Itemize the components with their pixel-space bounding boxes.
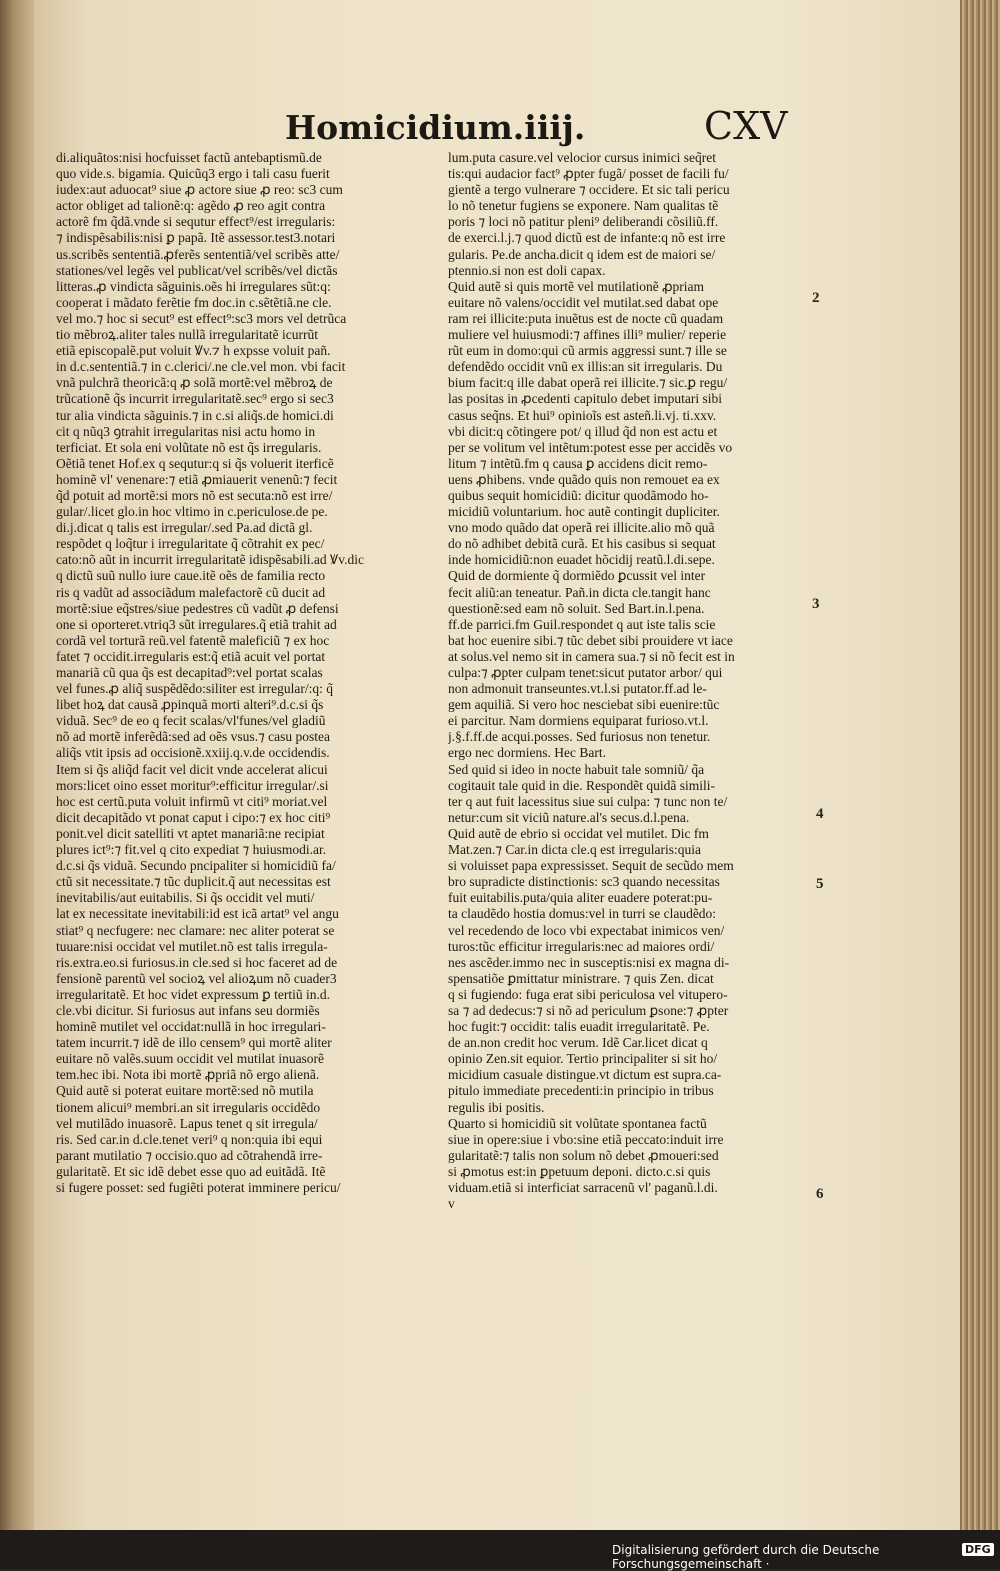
text-line: siue in opere:siue i vbo:sine etiã peccato:induit irre xyxy=(448,1131,724,1147)
text-line: tio mẽbroꝝ.aliter tales nullã irregularitatẽ icurrũt xyxy=(56,327,318,343)
text-line: mors:licet oino esset moritur⁹:efficitur irregular/.si xyxy=(56,777,329,793)
text-line: gular/.licet glo.in hoc vltimo in c.periculose.de pe. xyxy=(56,504,328,520)
text-line: actorẽ fm q̃dã.vnde si sequtur effect⁹/est irregularis: xyxy=(56,214,336,230)
text-line: regulis ibi positis. xyxy=(448,1099,545,1115)
marginal-number: 6 xyxy=(816,1186,824,1202)
text-line: micidium casuale distingue.vt dictum est supra.ca- xyxy=(448,1067,722,1083)
text-line: q̃d potuit ad mortẽ:si mors nõ est secuta:nõ est irre/ xyxy=(56,487,333,503)
text-line: lo nõ tenetur fugiens se exponere. Nam qualitas tẽ xyxy=(448,198,719,214)
text-line: vnã pulchrã theoricã:q ꝓ solã mortẽ:vel mẽbroꝝ de xyxy=(56,375,333,391)
text-line: j.§.f.ff.de acqui.posses. Sed furiosus non tenetur. xyxy=(448,729,711,745)
text-line: Sed quid si ideo in nocte habuit tale somniũ/ q̃a xyxy=(448,761,705,777)
text-line: manariã cũ qua q̃s est decapitad⁹:vel portat scalas xyxy=(56,665,323,680)
text-line: dicit decapitãdo vt ponat caput i cipo:⁊ ex hoc citi⁹ xyxy=(56,809,331,825)
text-line: de an.non credit hoc verum. Idẽ Car.licet dicat q xyxy=(448,1035,708,1051)
text-line: Quid autẽ de ebrio si occidat vel mutilet. Dic fm xyxy=(448,825,709,841)
text-line: terficiat. Et sola eni volũtate nõ est q̃s irregularis. xyxy=(56,439,322,455)
text-line: muliere vel huiusmodi:⁊ affines illi⁹ mulier/ reperie xyxy=(448,327,727,343)
text-line: ⁊ indispẽsabilis:nisi ꝑ papã. Itẽ assessor.test3.notari xyxy=(56,230,336,246)
text-line: irregularitatẽ. Et hoc videt expressum ꝑ tertiũ in.d. xyxy=(56,986,330,1002)
text-line: cogitauit tale quid in die. Respondẽt quidã simili- xyxy=(448,777,715,793)
text-line: hoc fugit:⁊ occidit: talis euadit irregularitatẽ. Pe. xyxy=(448,1019,710,1035)
text-line: actor obliget ad talionẽ:q: agẽdo ꝓ reo agit contra xyxy=(56,198,326,214)
text-line: stiat⁹ q necfugere: nec clamare: nec aliter poterat se xyxy=(56,922,335,938)
text-line: fatet ⁊ occidit.irregularis est:q̃ etiã acuit vel portat xyxy=(56,648,326,664)
text-line: di.j.dicat q talis est irregular/.sed Pa.ad dictã gl. xyxy=(56,520,313,536)
text-line: vel mutilãdo inuasorẽ. Lapus tenet q sit irregula/ xyxy=(56,1115,318,1131)
text-line: cit q nũq3 ꝯtrahit irregularitas nisi actu homo in xyxy=(56,423,316,439)
marginal-number: 4 xyxy=(816,806,824,822)
text-line: gem aquiliã. Si vero hoc nesciebat sibi euenire:tũc xyxy=(448,697,720,713)
text-line: q dictũ suũ nullo iure caue.itẽ oẽs de familia recto xyxy=(56,568,326,584)
text-line: Quid autẽ si poterat euitare mortẽ:sed nõ mutila xyxy=(56,1083,314,1099)
text-line: cooperat i mãdato ferẽtie fm doc.in c.sẽtẽtiã.ne cle. xyxy=(56,294,332,310)
text-line: gientẽ a tergo vulnerare ⁊ occidere. Et sic tali pericu xyxy=(448,182,730,198)
text-line: aliq̃s vtit ipsis ad occisionẽ.xxiij.q.v.de occidendis. xyxy=(56,745,330,761)
text-line: si fugere posset: sed fugiẽti poterat imminere pericu/ xyxy=(56,1180,341,1195)
text-line: tur alia vindicta sãguinis.⁊ in c.si aliq̃s.de homici.di xyxy=(56,407,334,423)
funding-note: Digitalisierung gefördert durch die Deutsche Forschungsgemeinschaft · xyxy=(612,1543,880,1571)
text-line: sa ⁊ ad dedecus:⁊ si nõ ad periculum ꝑsone:⁊ ꝓpter xyxy=(448,1002,729,1018)
text-line: nõ ad mortẽ inferẽdã:sed ad oẽs vsus.⁊ casu postea xyxy=(56,729,331,745)
text-line: si ꝓmotus est:in ꝑpetuum deponi. dicto.c.si quis xyxy=(448,1163,711,1179)
text-line: las positas in ꝓcedenti capitulo debet imputari sibi xyxy=(448,391,723,407)
text-line: uens ꝓhibens. vnde quãdo quis non remouet ea ex xyxy=(448,471,720,487)
text-line: netur:cum sit viciũ nature.al's secus.d.l.pena. xyxy=(448,809,690,825)
text-line: Mat.zen.⁊ Car.in dicta cle.q est irregularis:quia xyxy=(448,842,701,858)
text-line: ponit.vel dicit satelliti vt aptet manariã:ne recipiat xyxy=(56,825,325,841)
text-line: Oẽtiã tenet Hof.ex q sequtur:q si q̃s voluerit iterficẽ xyxy=(56,455,334,471)
text-line: quo vide.s. bigamia. Quicũq3 ergo i tali casu fuerit xyxy=(56,166,330,182)
text-line: fecit aliũ:an teneatur. Pañ.in dicta cle.tangit hanc xyxy=(448,584,711,600)
text-line: defendẽdo occidit vnũ ex illis:an sit irregularis. Du xyxy=(448,359,723,375)
text-line: rũt eum in domo:qui cũ armis aggressi sunt.⁊ ille se xyxy=(448,343,727,359)
text-line: ta claudẽdo hostia domus:vel in turri se claudẽdo: xyxy=(448,906,717,922)
text-line: questionẽ:sed eam nõ soluit. Sed Bart.in.l.pena. xyxy=(448,600,705,616)
marginal-number: 5 xyxy=(816,876,824,892)
text-line: trũcationẽ q̃s incurrit irregularitatẽ.sec⁹ ergo si sec3 xyxy=(56,391,334,407)
text-line: ergo nec dormiens. Hec Bart. xyxy=(448,745,606,761)
text-line: Quarto si homicidiũ sit volũtate spontanea factũ xyxy=(448,1115,707,1131)
text-line: plures ict⁹:⁊ fit.vel q cito expediat ⁊ huiusmodi.ar. xyxy=(56,842,327,858)
text-line: q si fugiendo: fuga erat sibi periculosa vel vitupero- xyxy=(448,986,728,1002)
text-line: hominẽ mutilet vel occidat:nullã in hoc irregulari- xyxy=(56,1019,326,1035)
text-line: tuuare:nisi occidat vel mutilet.nõ est talis irregula- xyxy=(56,938,328,954)
text-line: turos:tũc efficitur irregularis:nec ad maiores ordi/ xyxy=(448,938,715,954)
text-line: cle.vbi dicitur. Si furiosus aut infans seu dormiẽs xyxy=(56,1002,320,1018)
text-line: v xyxy=(448,1196,455,1212)
text-line: one si oporteret.vtriq3 sũt irregulares.q̃ etiã trahit ad xyxy=(56,616,337,632)
text-line: do nõ adhibet debitã curã. Et his casibus si sequat xyxy=(448,536,716,552)
text-line: nes ascẽder.immo nec in susceptis:nisi ex magna di- xyxy=(448,954,730,970)
dfg-logo: DFG xyxy=(962,1543,994,1556)
text-line: gularitatẽ:⁊ talis non solum nõ debet ꝓmoueri:sed xyxy=(448,1147,719,1163)
text-line: ris q vadũt ad associãdum malefactorẽ cũ ducit ad xyxy=(56,584,326,600)
text-line: euitare nõ valẽs.suum occidit vel mutilat inuasorẽ xyxy=(56,1051,325,1067)
text-line: bium facit:q ille dabat operã rei illicite.⁊ sic.ꝑ regu/ xyxy=(448,375,728,391)
text-line: parant mutilatio ⁊ occisio.quo ad cõtrahendã irre- xyxy=(56,1147,323,1163)
text-line: poris ⁊ loci nõ patitur pleni⁹ deliberandi cõsiliũ.ff. xyxy=(448,214,719,230)
text-line: inevitabilis/aut euitabilis. Si q̃s occidit vel muti/ xyxy=(56,890,315,906)
text-line: non admonuit transeuntes.vt.l.si putator.ff.ad le- xyxy=(448,681,707,697)
text-line: gularitatẽ. Et sic idẽ debet esse quo ad euitãdã. Itẽ xyxy=(56,1163,326,1179)
text-line: vel mo.⁊ hoc si secut⁹ est effect⁹:sc3 mors vel detrũca xyxy=(56,310,347,326)
text-line: vno modo quãdo dat operã rei illicite.alio mõ quã xyxy=(448,520,715,536)
right-text-column xyxy=(448,150,820,1290)
text-line: Quid autẽ si quis mortẽ vel mutilationẽ ꝓpriam xyxy=(448,278,705,294)
text-line: si voluisset papa expressisset. Sequit de secũdo mem xyxy=(448,858,734,874)
text-line: ptennio.si non est doli capax. xyxy=(448,262,606,278)
text-line: ris. Sed car.in d.cle.tenet veri⁹ q non:quia ibi equi xyxy=(56,1131,323,1147)
text-line: ff.de parrici.fm Guil.respondet q aut iste talis scie xyxy=(448,616,716,632)
left-text-column xyxy=(56,150,428,1290)
text-line: d.c.si q̃s viduã. Secundo pncipaliter si homicidiũ fa/ xyxy=(56,858,336,874)
text-line: quibus sequit homicidiũ: dicitur quodãmodo ho- xyxy=(448,487,709,503)
text-line: micidiũ voluntarium. hoc autẽ contingit dupliciter. xyxy=(448,504,720,520)
running-title: Homicidium.iiij. xyxy=(285,108,586,147)
text-line: respõdet q loq̃tur i irregularitate q̃ cõtrahit ex pec/ xyxy=(56,536,325,552)
text-line: de exerci.l.j.⁊ quod dictũ est de infante:q nõ est irre xyxy=(448,230,726,246)
text-line: ris.extra.eo.si furiosus.in cle.sed si hoc faceret ad de xyxy=(56,954,338,970)
text-line: pitulo immediate precedenti:in principio in tribus xyxy=(448,1083,714,1099)
text-line: lat ex necessitate inevitabili:id est icã artat⁹ vel angu xyxy=(56,906,339,922)
text-line: vbi dicit:q cõtingere pot/ q illud q̃d non est actu et xyxy=(448,423,718,439)
text-line: per se volitum vel intẽtum:potest esse per accidẽs vo xyxy=(448,439,733,455)
text-line: ei parcitur. Nam dormiens equiparat furioso.vt.l. xyxy=(448,713,709,729)
text-line: euitare nõ valens/occidit vel mutilat.sed dabat ope xyxy=(448,294,719,310)
text-line: opinio Zen.sit equior. Tertio principaliter si sit ho/ xyxy=(448,1051,718,1067)
text-line: iudex:aut aduocat⁹ siue ꝓ actore siue ꝓ reo: sc3 cum xyxy=(56,182,343,198)
text-line: ter q aut fuit lacessitus siue sui culpa: ⁊ tunc non te/ xyxy=(448,793,728,809)
text-line: hoc est certũ.puta voluit infirmũ vt citi⁹ moriat.vel xyxy=(56,793,328,809)
text-line: mortẽ:siue eq̃stres/siue pedestres cũ vadũt ꝓ defensi xyxy=(56,600,339,616)
text-line: hominẽ vl' venenare:⁊ etiã ꝓmiauerit venenũ:⁊ fecit xyxy=(56,471,338,487)
text-line: cordã vel torturã reũ.vel fatentẽ maleficiũ ⁊ ex hoc xyxy=(56,632,330,648)
text-line: di.aliquãtos:nisi hocfuisset factũ antebaptismũ.de xyxy=(56,150,322,165)
text-line: libet hoꝝ dat causã ꝓpinquã morti alteri⁹.d.c.si q̃s xyxy=(56,697,324,713)
text-line: viduã. Sec⁹ de eo q fecit scalas/vl'funes/vel gladiũ xyxy=(56,713,326,729)
marginal-number: 3 xyxy=(812,596,820,612)
text-line: fuit euitabilis.puta/quia aliter euadere poterat:pu- xyxy=(448,890,713,906)
page-stack-edge xyxy=(960,0,1000,1530)
text-line: ram rei illicite:puta inuẽtus est de nocte cũ quadam xyxy=(448,310,724,326)
text-line: tatem incurrit.⁊ idẽ de illo censem⁹ qui mortẽ aliter xyxy=(56,1035,332,1051)
text-line: tis:qui audacior fact⁹ ꝓpter fugã/ posset de facili fu/ xyxy=(448,166,729,182)
text-line: tem.hec ibi. Nota ibi mortẽ ꝓpriã nõ ergo alienã. xyxy=(56,1067,320,1083)
text-line: litteras.ꝓ vindicta sãguinis.oẽs hi irregulares sũt:q: xyxy=(56,278,331,294)
text-line: viduam.etiã si interficiat sarracenũ vl' paganũ.l.di. xyxy=(448,1180,718,1195)
text-line: spensatiõe ꝑmittatur ministrare. ⁊ quis Zen. dicat xyxy=(448,970,714,986)
text-line: stationes/vel legẽs vel publicat/vel scribẽs/vel dictãs xyxy=(56,262,338,278)
text-line: lum.puta casure.vel velocior cursus inimici seq̃ret xyxy=(448,150,717,165)
text-line: litum ⁊ intẽtũ.fm q causa ꝑ accidens dicit remo- xyxy=(448,455,708,471)
text-line: in d.c.sententiã.⁊ in c.clerici/.ne cle.vel mon. vbi facit xyxy=(56,359,346,375)
text-line: culpa:⁊ ꝓpter culpam tenet:sicut putator arbor/ qui xyxy=(448,665,723,680)
text-line: casus seq̃ns. Et hui⁹ opinioĩs est asteñ.li.vj. ti.xxv. xyxy=(448,407,717,423)
text-line: inde homicidiũ:non euadet hõcidij reatũ.l.di.sepe. xyxy=(448,552,715,568)
text-line: vel recedendo de loco vbi expectabat inimicos ven/ xyxy=(448,922,725,938)
text-line: bat hoc euenire sibi.⁊ tũc debet sibi prouidere vt iace xyxy=(448,632,733,648)
folio-number: CXV xyxy=(704,104,788,148)
text-line: fensionẽ parentũ vel socioꝝ vel alioꝝum nõ cuader3 xyxy=(56,970,337,986)
text-line: vel funes.ꝓ aliq̃ suspẽdẽdo:siliter est irregular/:q: q̃ xyxy=(56,681,334,697)
text-line: tionem alicui⁹ membri.an sit irregularis occidẽdo xyxy=(56,1099,321,1115)
facing-page-edge xyxy=(0,0,34,1530)
text-line: cato:nõ aũt in incurrit irregularitatẽ idispẽsabili.ad Ꝟv.dic xyxy=(56,552,364,568)
text-line: bro supradicte distinctionis: sc3 quando necessitas xyxy=(448,874,720,890)
text-line: Quid de dormiente q̃ dormiẽdo ꝑcussit vel inter xyxy=(448,568,706,584)
marginal-number: 2 xyxy=(812,290,820,306)
text-line: etiã episcopalẽ.put voluit Ꝟv.⁊ h expsse voluit pañ. xyxy=(56,343,331,359)
text-line: ctũ sit necessitate.⁊ tũc duplicit.q̃ aut necessitas est xyxy=(56,874,331,890)
text-line: at solus.vel nemo sit in camera sua.⁊ si nõ fecit est in xyxy=(448,648,735,664)
text-line: Item si q̃s aliq̃d facit vel dicit vnde accelerat alicui xyxy=(56,761,328,777)
text-line: us.scribẽs sententiã.ꝓferẽs sententiã/vel scribẽs atte/ xyxy=(56,246,340,262)
text-line: gularis. Pe.de ancha.dicit q idem est de maiori se/ xyxy=(448,246,716,262)
